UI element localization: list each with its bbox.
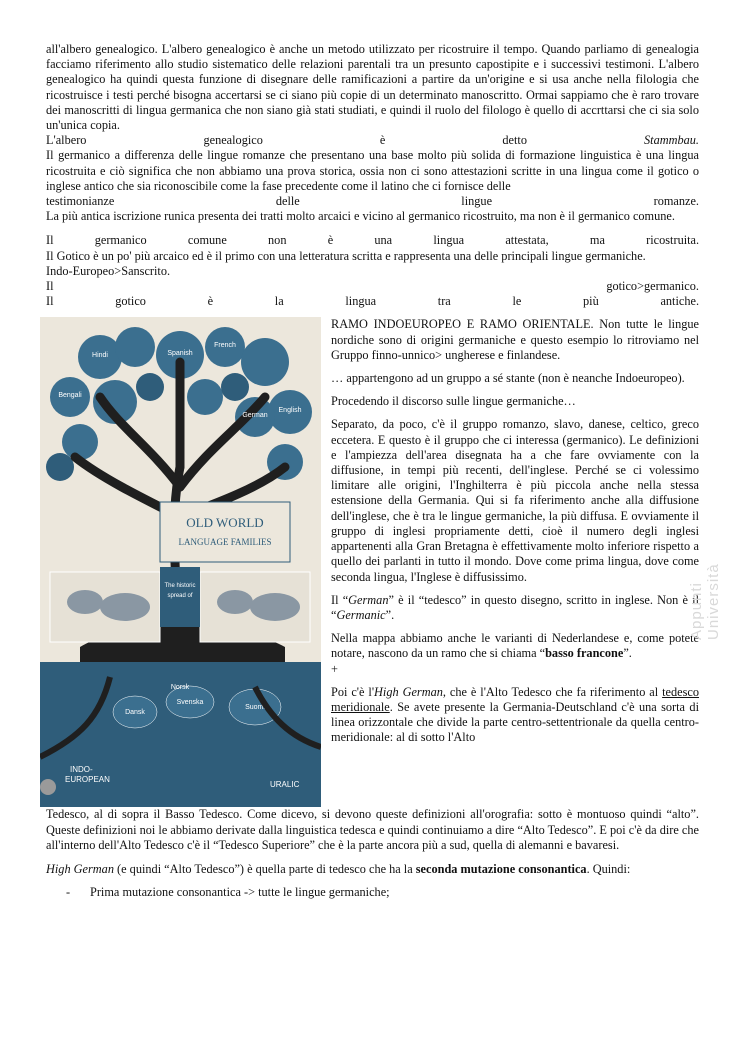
- plus-sign: +: [331, 661, 338, 676]
- figure-title-2: LANGUAGE FAMILIES: [178, 537, 272, 548]
- leaf-label: Svenska: [176, 699, 204, 707]
- high-german-term: High German: [374, 684, 443, 699]
- language-tree-illustration: [40, 317, 321, 807]
- word: genealogico: [203, 133, 263, 148]
- word: non: [268, 233, 287, 248]
- paragraph-nederlandese: [331, 631, 699, 677]
- word: L'albero: [46, 133, 87, 148]
- uralic-label: URALIC: [270, 780, 300, 790]
- word: Il: [46, 279, 54, 294]
- word: Il: [46, 233, 54, 248]
- word: è: [207, 294, 214, 309]
- word: lingua: [433, 233, 465, 248]
- leaf-label: Suomi: [245, 704, 265, 712]
- list-item-text: Prima mutazione consonantica -> tutte le lingue germaniche;: [90, 885, 390, 900]
- document-page: [46, 42, 699, 900]
- text-span: ” è il “tedesco” in questo disegno, scritto in inglese. Non è il “: [331, 592, 699, 622]
- word: la: [274, 294, 284, 309]
- mutazione-term: seconda mutazione consonantica: [415, 862, 587, 877]
- basso-francone-term: basso francone: [545, 646, 624, 661]
- figure-title-1: OLD WORLD: [186, 515, 264, 531]
- leaf-label: French: [214, 342, 236, 350]
- paragraph-gotico: Il Gotico è un po' più arcaico ed è il primo con una letteratura scritta e rappresenta una delle principali lingue germaniche.: [46, 248, 646, 263]
- paragraph-runica: La più antica iscrizione runica presenta dei tratti molto arcaici e vicino al germanico ricostruito, ma non è il germanico comune.: [46, 209, 675, 224]
- german-term: German: [348, 592, 389, 607]
- text-span: Nella mappa abbiamo anche le varianti di Nederlandese e, come potete notare, nascono da un ramo che si chiama “: [331, 631, 699, 661]
- word: ma: [589, 233, 605, 248]
- word: tra: [437, 294, 451, 309]
- paragraph-genealogy: all'albero genealogico. L'albero genealogico è anche un metodo utilizzato per ricostruire il tempo. Quando parliamo di genealogia facciamo riferimento allo studio sistematico delle relazioni parentali tra un presunto capostipite e i successivi testimoni. L'albero genealogico ha quindi questa funzione di disegnare delle ramificazioni a partire da un'origine e si usa anche nella filologia che ricostruisce i testi perché bisogna accertarsi se ci siano più copie di un determinato manoscritto. Ormai sappiamo che è raro trovare dei manoscritti di lingua germanica che non siano già stati studiati, e quindi il ruolo del filologo è quello di accrttarsi che ci sia solo un'unica copia.: [46, 42, 699, 133]
- testimonianze-line: [46, 194, 699, 209]
- word: una: [374, 233, 393, 248]
- antiche-line: [46, 294, 699, 309]
- leaf-label: Dansk: [125, 709, 145, 717]
- figure-with-text: [46, 317, 699, 807]
- word: gotico: [115, 294, 146, 309]
- comune-line: [46, 233, 699, 248]
- leaf-label: Bengali: [58, 392, 82, 400]
- text-span: ”.: [385, 607, 395, 622]
- paragraph-germanico: Il germanico a differenza delle lingue romanze che presentano una base molto più solida di formazione linguistica è una lingua ricostruita e ciò significa che non abbiamo una prova storica, ossia non ci sono attestazioni scritte in una lingua come il gotico o inglese antico che sia riconoscibile come la fase precedente come il latino che ci fornisce delle: [46, 148, 699, 193]
- word: comune: [187, 233, 227, 248]
- word: delle: [275, 194, 300, 209]
- indo-european-label-bottom: INDO-: [70, 765, 93, 775]
- text-span: (e quindi “Alto Tedesco”) è quella parte di tedesco che ha la: [113, 862, 416, 877]
- text-span: ”.: [623, 646, 632, 661]
- indo-european-label-bottom-2: EUROPEAN: [65, 775, 110, 785]
- paragraph-separato: Separato, da poco, c'è il gruppo romanzo, slavo, danese, celtico, greco eccetera. E questo è il gruppo che ci interessa (germanico). Le definizioni e l'ampiezza dell'area disegnata ha a che fare ovviamente con la diffusione, in tempi più recenti, dell'inglese. Perché se ci volessimo limitare alle origini, l'Inghilterra è più piccola anche nella stessa estensione della Germania. Qui si fa riferimento anche alla diffusione dell'inglese, che è tra le lingue germaniche, la più diffusa. E ovviamente il gruppo di inglesi propriamente detti, cioè il numero degli inglesi appartenenti alla Gran Bretagna è effettivamente molto inferiore rispetto a quello dei parlanti in tutto il mondo. Dove come prima lingua, dove come seconda lingua, l'Inglese è diffusissimo.: [331, 417, 699, 584]
- list-dash: -: [66, 885, 71, 900]
- list-item: [46, 885, 699, 900]
- indo-line: Indo-Europeo>Sanscrito.: [46, 263, 171, 278]
- map-title-2: spread of: [167, 593, 193, 600]
- search-lens-icon[interactable]: [40, 779, 56, 795]
- stammbau-line: [46, 133, 699, 148]
- paragraph-german: [331, 593, 699, 623]
- paragraph-gruppo: … appartengono ad un gruppo a sé stante (non è neanche Indoeuropeo).: [331, 371, 685, 386]
- word: lingua: [345, 294, 377, 309]
- leaf-label: German: [242, 412, 268, 420]
- word: germanico: [94, 233, 147, 248]
- germanic-term: Germanic: [336, 607, 386, 622]
- text-span: , che è l'Alto Tedesco che fa riferimento al: [442, 684, 663, 699]
- gotico-germanico-line: [46, 279, 699, 294]
- word: testimonianze: [46, 194, 115, 209]
- word: più: [583, 294, 599, 309]
- word: gotico>germanico.: [606, 279, 699, 294]
- paragraph-high-german: [331, 685, 699, 746]
- text-span: . Quindi:: [586, 862, 631, 877]
- paragraph-high-final: [46, 862, 699, 877]
- watermark: Appunti Università: [688, 563, 722, 640]
- text-span: Il “: [331, 592, 349, 607]
- word: le: [512, 294, 522, 309]
- stammbau-term: Stammbau.: [644, 133, 699, 148]
- word: lingue: [461, 194, 493, 209]
- word: Il: [46, 294, 54, 309]
- word: romanze.: [653, 194, 699, 209]
- leaf-label: Norsk: [170, 684, 190, 692]
- paragraph-after-figure: Tedesco, al di sopra il Basso Tedesco. Come dicevo, si devono queste definizioni all'orografia: sotto è montuoso quindi “alto”. Queste definizioni noi le abbiamo derivate dalla linguistica tedesca e quindi continuiamo a dire “Alto Tedesco”. E poi c'è da dire che all'interno dell'Alto Tedesco c'è il “Tedesco Superiore” che è la parte ancora più a sud, quella di alemanni e bavaresi.: [46, 807, 699, 852]
- tedesco-meridionale-term: tedesco meridionale: [331, 684, 699, 714]
- paragraph-procedendo: Procedendo il discorso sulle lingue germaniche…: [331, 394, 576, 409]
- word: detto: [502, 133, 527, 148]
- text-span: . Se avete presente la Germania-Deutschland c'è una sorta di linea orizzontale che divide la parte centro-settentrionale da quella centro-meridionale: al di sotto l'Alto: [331, 699, 699, 745]
- word: è: [327, 233, 334, 248]
- language-tree-figure: [40, 317, 321, 807]
- map-title: The historic: [164, 583, 196, 590]
- word: antiche.: [660, 294, 700, 309]
- high-german-term: High German: [46, 862, 114, 877]
- leaf-label: Hindi: [92, 352, 108, 360]
- word: è: [379, 133, 386, 148]
- right-column: [331, 317, 699, 807]
- paragraph-ramo: RAMO INDOEUROPEO E RAMO ORIENTALE. Non tutte le lingue nordiche sono di origini germaniche e questo esempio lo ritroviamo nel Gruppo finno-unnico> ungherese e finlandese.: [331, 317, 699, 362]
- leaf-label: English: [278, 407, 302, 415]
- word: ricostruita.: [646, 233, 700, 248]
- word: attestata,: [505, 233, 549, 248]
- leaf-label: Spanish: [167, 350, 193, 358]
- text-span: Poi c'è l': [331, 684, 375, 699]
